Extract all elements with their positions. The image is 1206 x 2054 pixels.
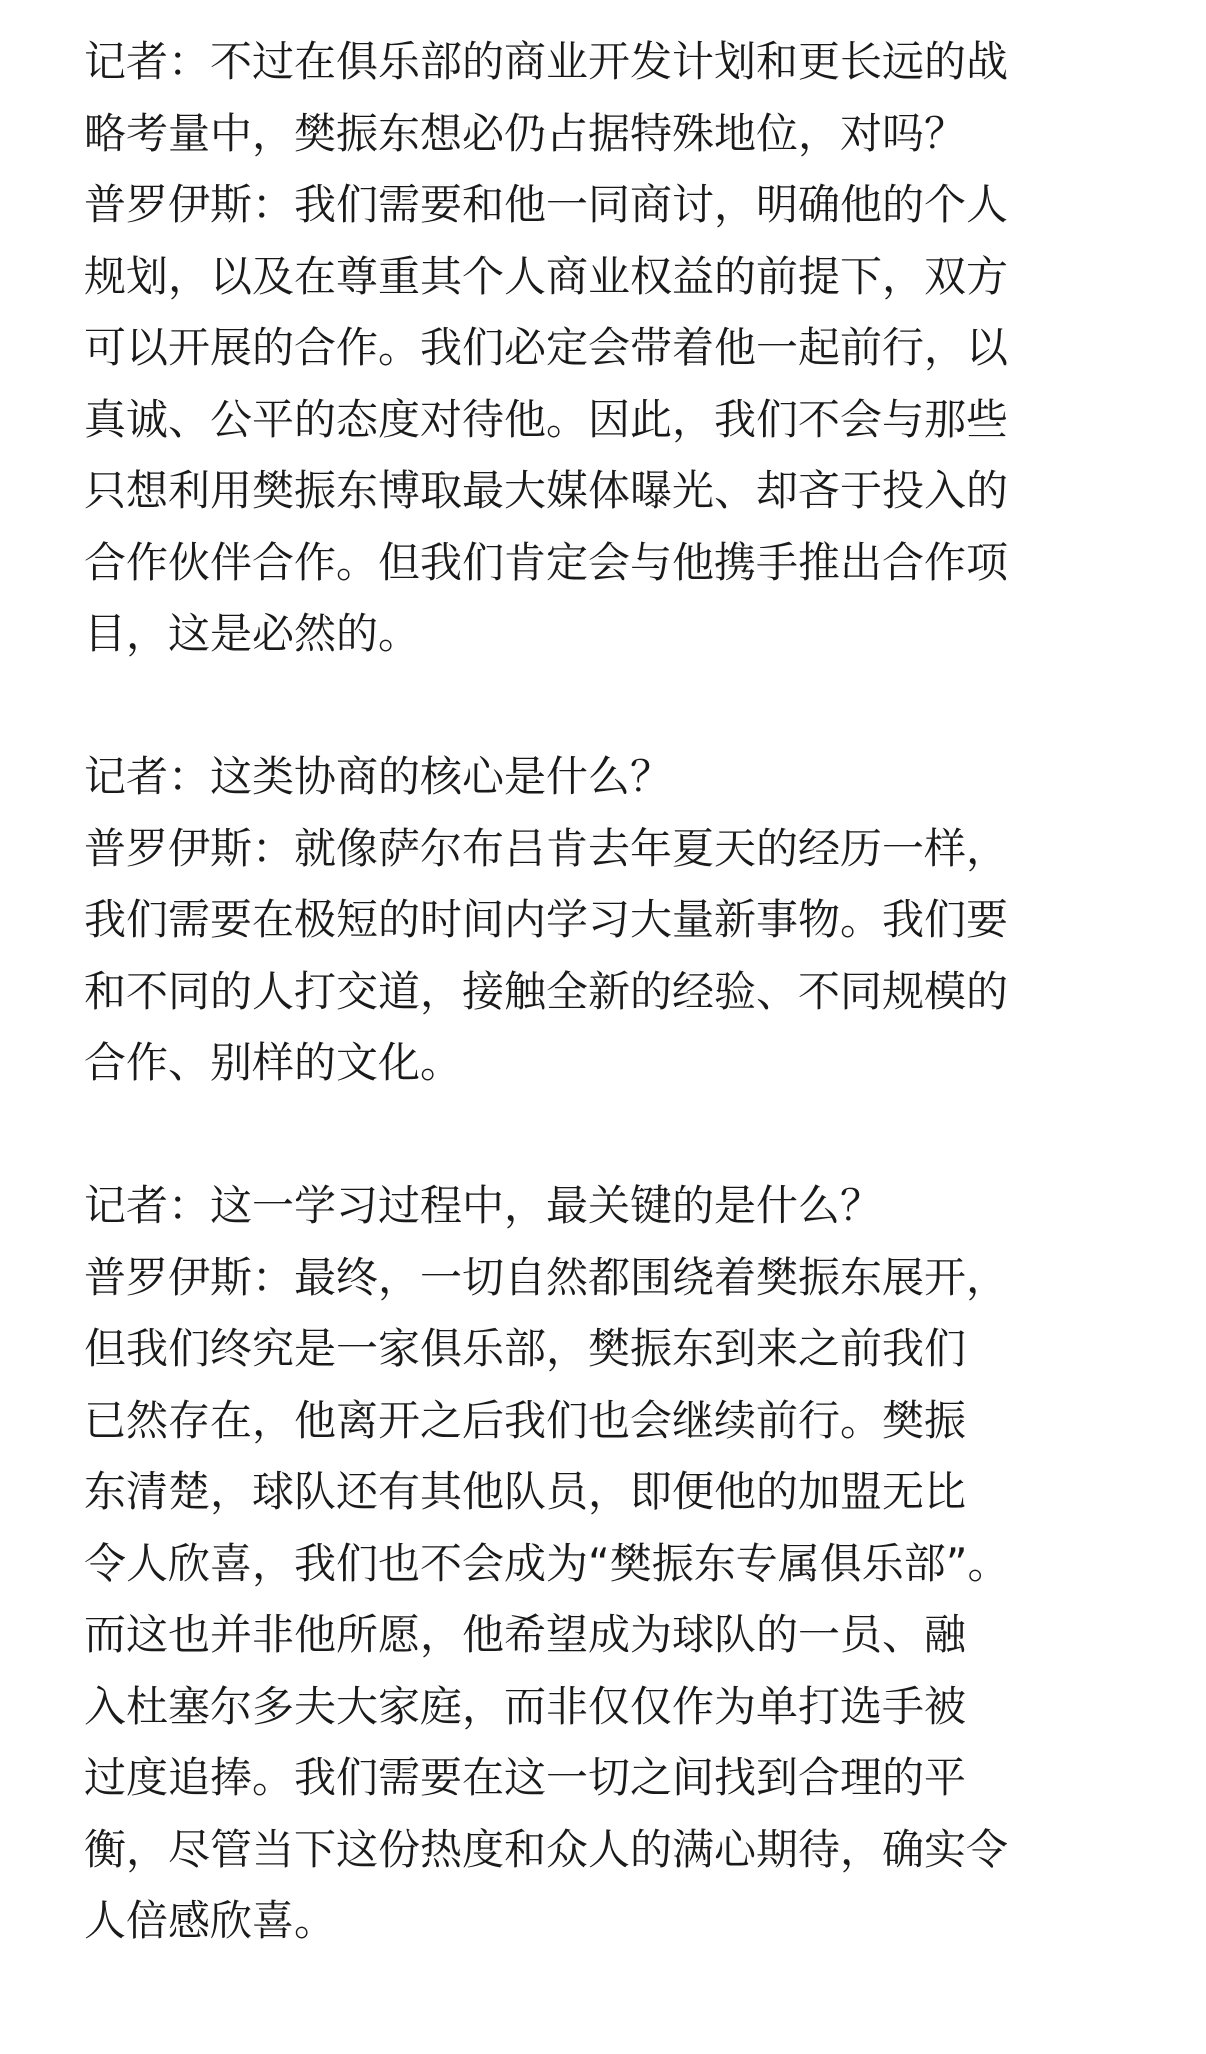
text-line: 合作伙伴合作。但我们肯定会与他携手推出合作项 xyxy=(84,537,1009,587)
interview-paragraph-1 xyxy=(84,26,1134,670)
text-line: 普罗伊斯：就像萨尔布吕肯去年夏天的经历一样， xyxy=(84,823,1009,873)
text-line: 真诚、公平的态度对待他。因此，我们不会与那些 xyxy=(84,394,1009,444)
text-line: 但我们终究是一家俱乐部，樊振东到来之前我们 xyxy=(84,1324,967,1373)
text-line: 入杜塞尔多夫大家庭，而非仅仅作为单打选手被 xyxy=(84,1681,967,1731)
text-line: 目，这是必然的。 xyxy=(84,609,421,658)
interview-article xyxy=(84,26,1134,1957)
text-line: 人倍感欣喜。 xyxy=(84,1896,337,1945)
text-line: 普罗伊斯：最终，一切自然都围绕着樊振东展开， xyxy=(84,1252,1009,1302)
interview-paragraph-3 xyxy=(84,1170,1134,1957)
text-line: 规划，以及在尊重其个人商业权益的前提下，双方 xyxy=(84,251,1009,301)
text-line: 衡，尽管当下这份热度和众人的满心期待，确实令 xyxy=(84,1824,1009,1874)
text-line: 可以开展的合作。我们必定会带着他一起前行，以 xyxy=(84,323,1009,372)
text-line: 过度追捧。我们需要在这一切之间找到合理的平 xyxy=(84,1753,967,1802)
text-line: 令人欣喜，我们也不会成为“樊振东专属俱乐部”。 xyxy=(84,1538,1010,1588)
text-line: 合作、别样的文化。 xyxy=(84,1038,463,1087)
interview-paragraph-2 xyxy=(84,741,1134,1099)
text-line: 而这也并非他所愿，他希望成为球队的一员、融 xyxy=(84,1610,967,1659)
text-line: 东清楚，球队还有其他队员，即便他的加盟无比 xyxy=(84,1467,967,1516)
text-line: 已然存在，他离开之后我们也会继续前行。樊振 xyxy=(84,1395,967,1445)
paragraph-spacer xyxy=(84,1099,1134,1171)
text-line: 我们需要在极短的时间内学习大量新事物。我们要 xyxy=(84,895,1009,944)
text-line: 记者：这类协商的核心是什么？ xyxy=(84,752,673,801)
text-line: 记者：这一学习过程中，最关键的是什么？ xyxy=(84,1181,883,1230)
paragraph-spacer xyxy=(84,670,1134,742)
text-line: 略考量中，樊振东想必仍占据特殊地位，对吗？ xyxy=(84,108,967,158)
text-line: 和不同的人打交道，接触全新的经验、不同规模的 xyxy=(84,966,1009,1016)
text-line: 只想利用樊振东博取最大媒体曝光、却吝于投入的 xyxy=(84,466,1009,515)
text-line: 记者：不过在俱乐部的商业开发计划和更长远的战 xyxy=(84,37,1009,86)
text-line: 普罗伊斯：我们需要和他一同商讨，明确他的个人 xyxy=(84,180,1009,229)
